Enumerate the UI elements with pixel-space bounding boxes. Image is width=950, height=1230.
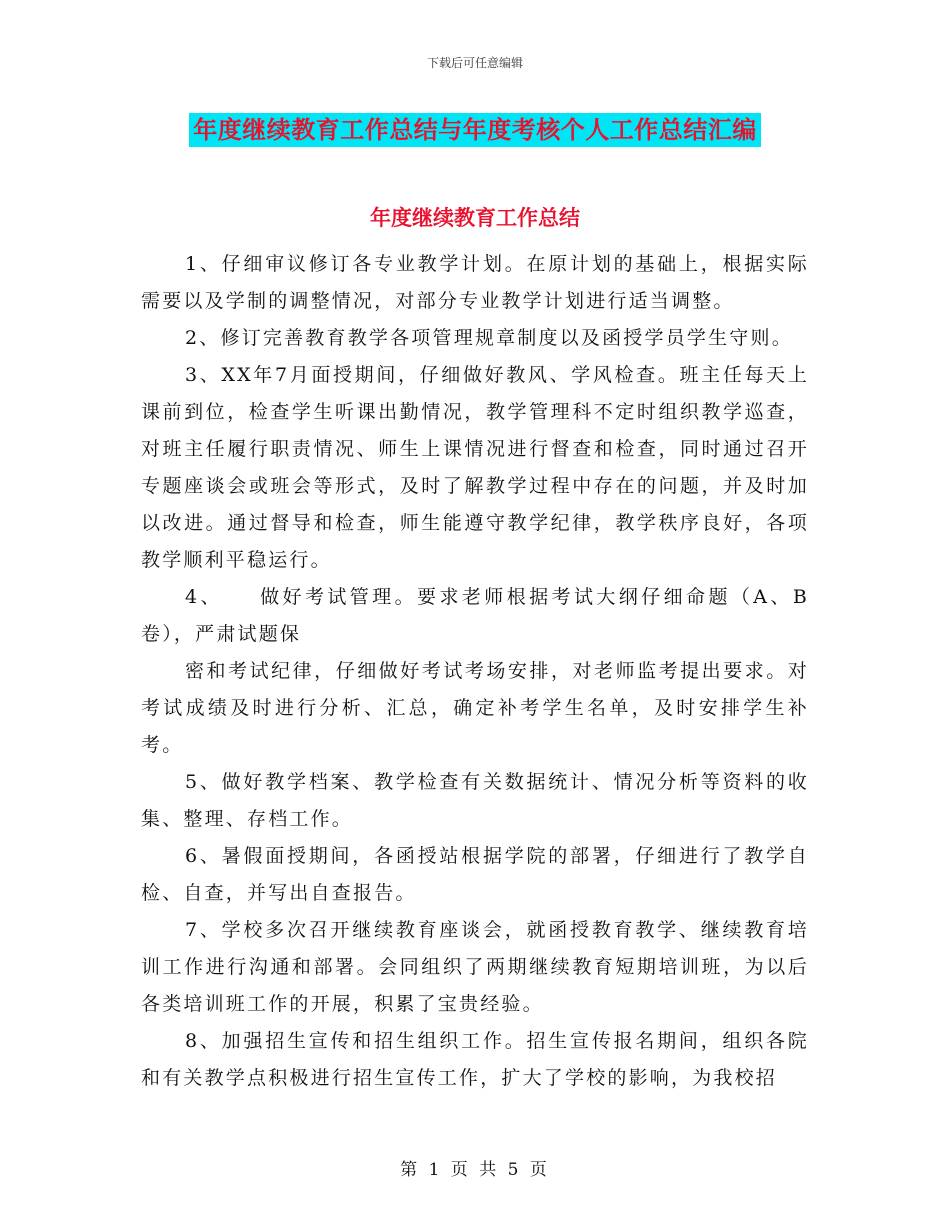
paragraph-4-number: 4、: [185, 586, 223, 608]
main-title-container: [0, 113, 950, 147]
paragraph-8: 8、加强招生宣传和招生组织工作。招生宣传报名期间，组织各院和有关教学点积极进行招生宣传工作，扩大了学校的影响，为我校招: [141, 1030, 809, 1089]
paragraph-7: 7、学校多次召开继续教育座谈会，就函授教育教学、继续教育培训工作进行沟通和部署。会同组织了两期继续教育短期培训班，为以后各类培训班工作的开展，积累了宝贵经验。: [141, 919, 809, 1015]
header-note: 下载后可任意编辑: [426, 56, 523, 70]
section-title: 年度继续教育工作总结: [370, 206, 580, 230]
paragraph-6: 6、暑假面授期间，各函授站根据学院的部署，仔细进行了教学自检、自查，并写出自查报告。: [141, 845, 809, 904]
paragraph-5: 5、做好教学档案、教学检查有关数据统计、情况分析等资料的收集、整理、存档工作。: [141, 771, 809, 830]
paragraph-4-text: 做好考试管理。要求老师根据考试大纲仔细命题（A、B卷），严肃试题保: [141, 586, 809, 645]
paragraph-1: 1、仔细审议修订各专业教学计划。在原计划的基础上，根据实际需要以及学制的调整情况，对部分专业教学计划进行适当调整。: [141, 253, 809, 312]
page-footer: 第 1 页 共 5 页: [400, 1160, 550, 1180]
main-title: 年度继续教育工作总结与年度考核个人工作总结汇编: [189, 113, 761, 147]
paragraph-3: 3、XX年7月面授期间，仔细做好教风、学风检查。班主任每天上课前到位，检查学生听课出勤情况，教学管理科不定时组织教学巡查，对班主任履行职责情况、师生上课情况进行督查和检查，同时通过召开专题座谈会或班会等形式，及时了解教学过程中存在的问题，并及时加以改进。通过督导和检查，师生能遵守教学纪律，教学秩序良好，各项教学顺利平稳运行。: [141, 364, 809, 571]
paragraph-2: 2、修订完善教育教学各项管理规章制度以及函授学员学生守则。: [185, 327, 793, 349]
document-body: [141, 246, 809, 1097]
paragraph-4-continued: 密和考试纪律，仔细做好考试考场安排，对老师监考提出要求。对考试成绩及时进行分析、汇总，确定补考学生名单，及时安排学生补考。: [141, 660, 809, 756]
paragraph-4: [141, 579, 809, 653]
